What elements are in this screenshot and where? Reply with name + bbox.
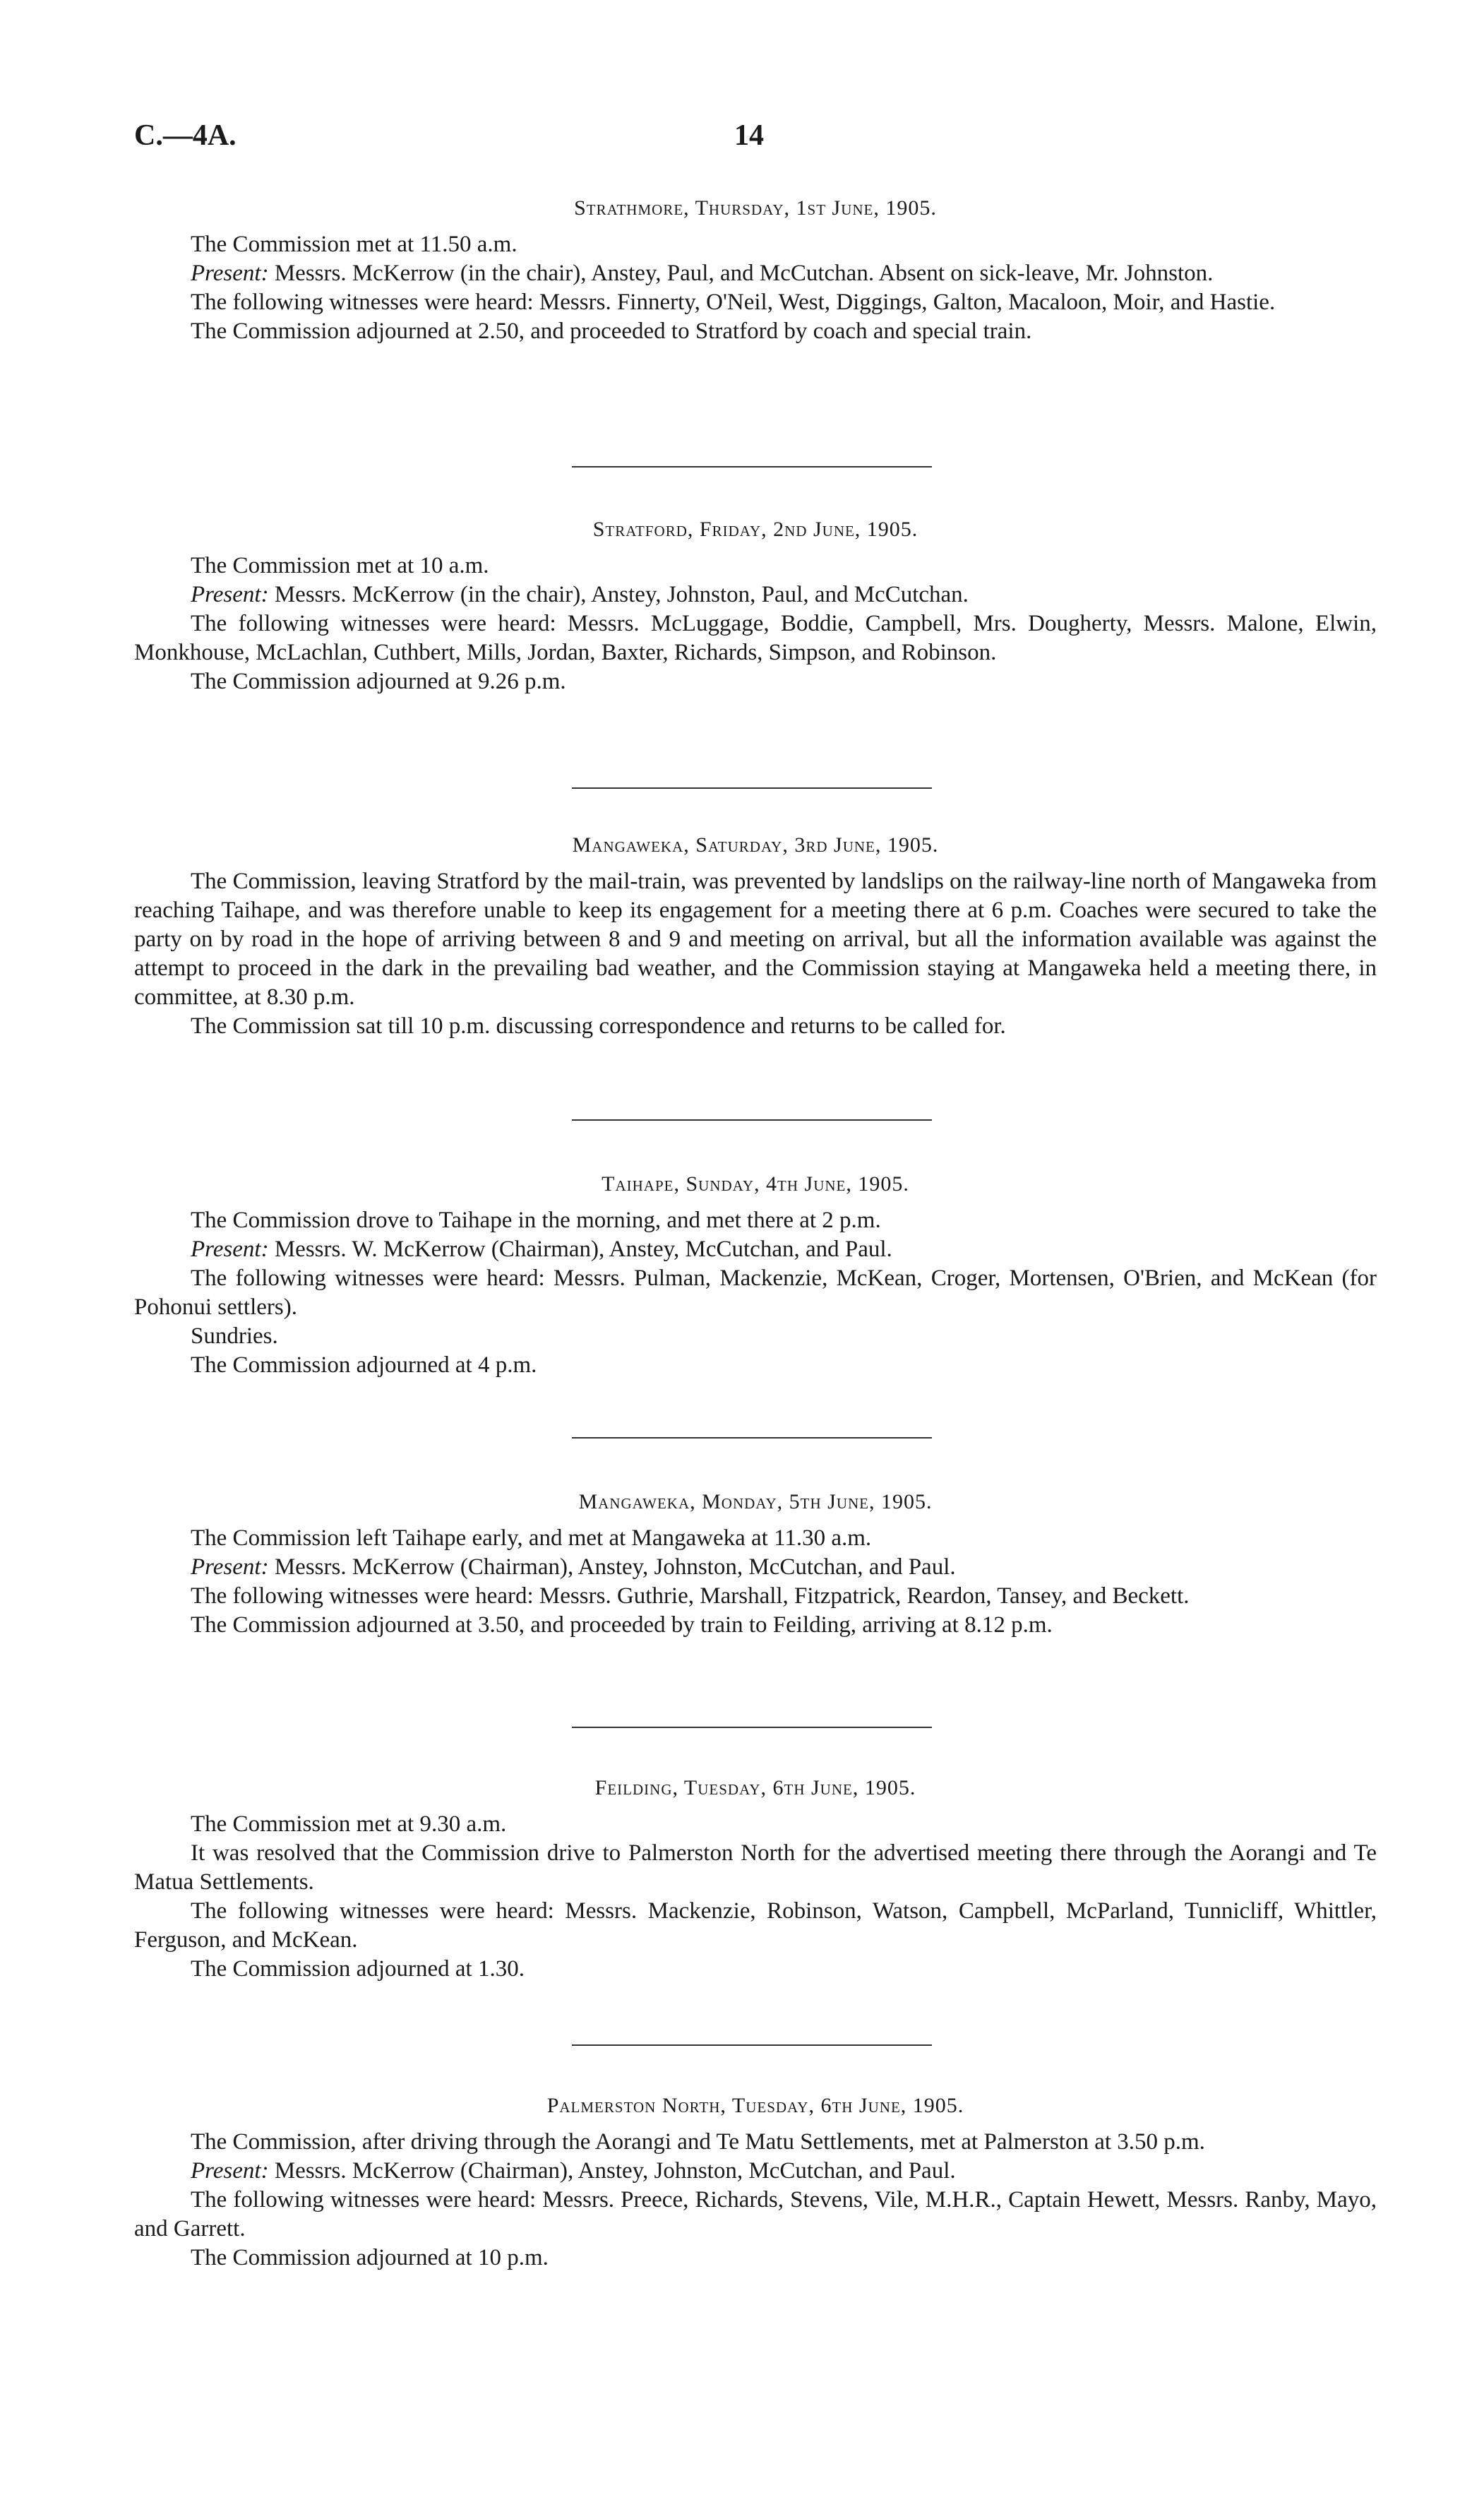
section-heading: Mangaweka, Saturday, 3rd June, 1905. <box>572 833 939 857</box>
paragraph: The Commission drove to Taihape in the morning, and met there at 2 p.m. <box>191 1208 881 1233</box>
present-text: Messrs. McKerrow (in the chair), Anstey, Johnston, Paul, and McCutchan. <box>274 582 969 607</box>
present-text: Messrs. McKerrow (Chairman), Anstey, Johnston, McCutchan, and Paul. <box>274 2158 956 2184</box>
section-divider <box>572 2044 932 2046</box>
paragraph: The Commission met at 11.50 a.m. <box>191 232 517 257</box>
paragraph: The following witnesses were heard: Messrs. Pulman, Mackenzie, McKean, Croger, Mortensen, O'Brien, and McKean (for Pohonui settlers). <box>134 1266 1377 1320</box>
section-heading: Palmerston North, Tuesday, 6th June, 1905. <box>546 2094 964 2117</box>
section-taihape <box>134 1172 1377 1380</box>
section-palmerston-north <box>134 2094 1377 2273</box>
present-label: Present: <box>191 261 269 286</box>
paragraph-present <box>134 259 1377 288</box>
paragraph: The Commission adjourned at 10 p.m. <box>191 2245 549 2270</box>
section-stratford <box>134 518 1377 696</box>
paragraph: The Commission adjourned at 2.50, and proceeded to Stratford by coach and special train. <box>191 318 1032 344</box>
section-divider <box>572 787 932 789</box>
section-strathmore <box>134 196 1377 346</box>
section-divider <box>572 1437 932 1439</box>
section-heading: Taihape, Sunday, 4th June, 1905. <box>602 1172 909 1196</box>
paragraph: The Commission met at 9.30 a.m. <box>191 1811 507 1837</box>
paragraph-present <box>134 2157 1377 2186</box>
section-heading: Feilding, Tuesday, 6th June, 1905. <box>594 1776 916 1799</box>
section-divider <box>572 1727 932 1728</box>
paragraph: The Commission adjourned at 9.26 p.m. <box>191 669 566 694</box>
present-text: Messrs. McKerrow (in the chair), Anstey, Paul, and McCutchan. Absent on sick-leave, Mr. Johnston. <box>274 261 1214 286</box>
section-heading: Strathmore, Thursday, 1st June, 1905. <box>574 196 937 220</box>
present-label: Present: <box>191 1237 269 1262</box>
present-label: Present: <box>191 582 269 607</box>
section-divider <box>572 1119 932 1121</box>
paragraph: The Commission adjourned at 4 p.m. <box>191 1352 537 1378</box>
section-heading: Stratford, Friday, 2nd June, 1905. <box>592 518 918 541</box>
paragraph: The Commission adjourned at 3.50, and proceeded by train to Feilding, arriving at 8.12 p.m. <box>191 1612 1053 1638</box>
paragraph: It was resolved that the Commission drive to Palmerston North for the advertised meeting there through the Aorangi and Te Matua Settlements. <box>134 1840 1377 1895</box>
section-divider <box>572 466 932 468</box>
section-mangaweka-monday <box>134 1490 1377 1640</box>
document-reference: C.—4A. <box>134 119 237 152</box>
paragraph-present <box>134 1235 1377 1264</box>
paragraph: The Commission, after driving through the Aorangi and Te Matu Settlements, met at Palmerston at 3.50 p.m. <box>191 2129 1205 2155</box>
paragraph: The following witnesses were heard: Messrs. McLuggage, Boddie, Campbell, Mrs. Dougherty, Messrs. Malone, Elwin, Monkhouse, McLachlan, Cuthbert, Mills, Jordan, Baxter, Richards, Simpson, and Robinson. <box>134 611 1377 665</box>
section-feilding <box>134 1776 1377 1984</box>
present-text: Messrs. McKerrow (Chairman), Anstey, Johnston, McCutchan, and Paul. <box>274 1554 956 1580</box>
paragraph: The following witnesses were heard: Messrs. Preece, Richards, Stevens, Vile, M.H.R., Captain Hewett, Messrs. Ranby, Mayo, and Garrett. <box>134 2187 1377 2241</box>
paragraph: The Commission met at 10 a.m. <box>191 553 489 578</box>
paragraph: The Commission sat till 10 p.m. discussing correspondence and returns to be called for. <box>191 1013 1006 1039</box>
paragraph: The Commission left Taihape early, and met at Mangaweka at 11.30 a.m. <box>191 1525 872 1551</box>
paragraph-present <box>134 580 1377 609</box>
section-mangaweka-saturday <box>134 833 1377 1041</box>
present-label: Present: <box>191 1554 269 1580</box>
paragraph: The Commission adjourned at 1.30. <box>191 1956 525 1982</box>
section-heading: Mangaweka, Monday, 5th June, 1905. <box>578 1490 933 1513</box>
present-text: Messrs. W. McKerrow (Chairman), Anstey, McCutchan, and Paul. <box>274 1237 892 1262</box>
present-label: Present: <box>191 2158 269 2184</box>
paragraph-present <box>134 1553 1377 1582</box>
paragraph: The Commission, leaving Stratford by the mail-train, was prevented by landslips on the railway-line north of Mangaweka from reaching Taihape, and was therefore unable to keep its engagement for a meeting there at 6 p.m. Coaches were secured to take the party on by road in the hope of arriving between 8 and 9 and meeting on arrival, but all the information available was against the attempt to proceed in the dark in the prevailing bad weather, and the Commission staying at Mangaweka held a meeting there, in committee, at 8.30 p.m. <box>134 869 1377 1010</box>
paragraph: The following witnesses were heard: Messrs. Mackenzie, Robinson, Watson, Campbell, McParland, Tunnicliff, Whittler, Ferguson, and McKean. <box>134 1898 1377 1953</box>
paragraph: The following witnesses were heard: Messrs. Guthrie, Marshall, Fitzpatrick, Reardon, Tansey, and Beckett. <box>191 1583 1190 1609</box>
paragraph: Sundries. <box>191 1323 278 1349</box>
page-number: 14 <box>734 119 764 152</box>
paragraph: The following witnesses were heard: Messrs. Finnerty, O'Neil, West, Diggings, Galton, Macaloon, Moir, and Hastie. <box>191 290 1276 315</box>
